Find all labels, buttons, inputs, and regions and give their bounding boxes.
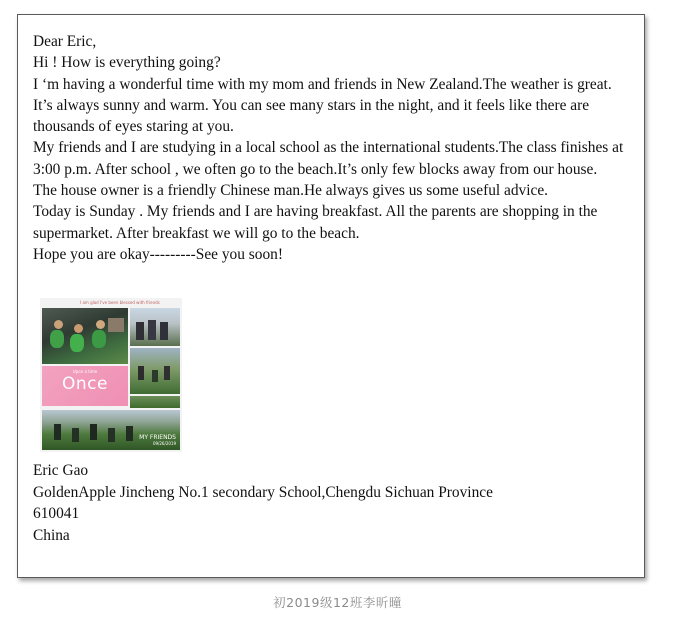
- letter-body: [33, 31, 633, 265]
- collage-caption-date: 09/26/2019: [152, 441, 176, 446]
- sender-address: GoldenApple Jincheng No.1 secondary School,Chengdu Sichuan Province: [33, 483, 493, 501]
- once-banner-word: Once: [62, 374, 108, 394]
- photo-collage: [40, 298, 182, 452]
- letter-line: Hi ! How is everything going?: [33, 54, 221, 72]
- once-banner-small: Upon a time: [72, 369, 98, 374]
- sender-name: Eric Gao: [33, 462, 89, 479]
- collage-header-text: I am glad I've been blessed with friends: [80, 300, 160, 305]
- letter-greeting: Dear Eric,: [33, 33, 97, 50]
- sender-postcode: 610041: [33, 505, 80, 523]
- letter-paragraph: Today is Sunday . My friends and I are having breakfast. All the parents are shopping in the supermarket. After breakfast we will go to the beach.: [33, 203, 598, 242]
- image-caption: 初2019级12班李昕曈: [273, 595, 402, 610]
- photo-classroom: [42, 308, 128, 364]
- sender-country: China: [33, 526, 70, 544]
- signature-block: [33, 460, 633, 546]
- photo-playground: [42, 410, 180, 450]
- letter-line: Hope you are okay---------See you soon!: [33, 245, 284, 263]
- letter-frame: [17, 14, 645, 578]
- letter-paragraph: My friends and I are studying in a local school as the international students.The class finishes at 3:00 p.m. After school , we often go to the beach.It’s only few blocks away from our house.: [33, 139, 624, 178]
- photo-group: [130, 308, 180, 346]
- letter-line: The house owner is a friendly Chinese man.He always gives us some useful advice.: [33, 182, 549, 200]
- letter-paragraph: I ‘m having a wonderful time with my mom and friends in New Zealand.The weather is great. It’s always sunny and warm. You can see many stars in the night, and it feels like there are thousands of eyes staring at you.: [33, 75, 612, 136]
- photo-field: [130, 396, 180, 408]
- once-banner: [42, 366, 128, 406]
- photo-outdoor: [130, 348, 180, 394]
- collage-caption-title: MY FRIENDS: [139, 434, 176, 441]
